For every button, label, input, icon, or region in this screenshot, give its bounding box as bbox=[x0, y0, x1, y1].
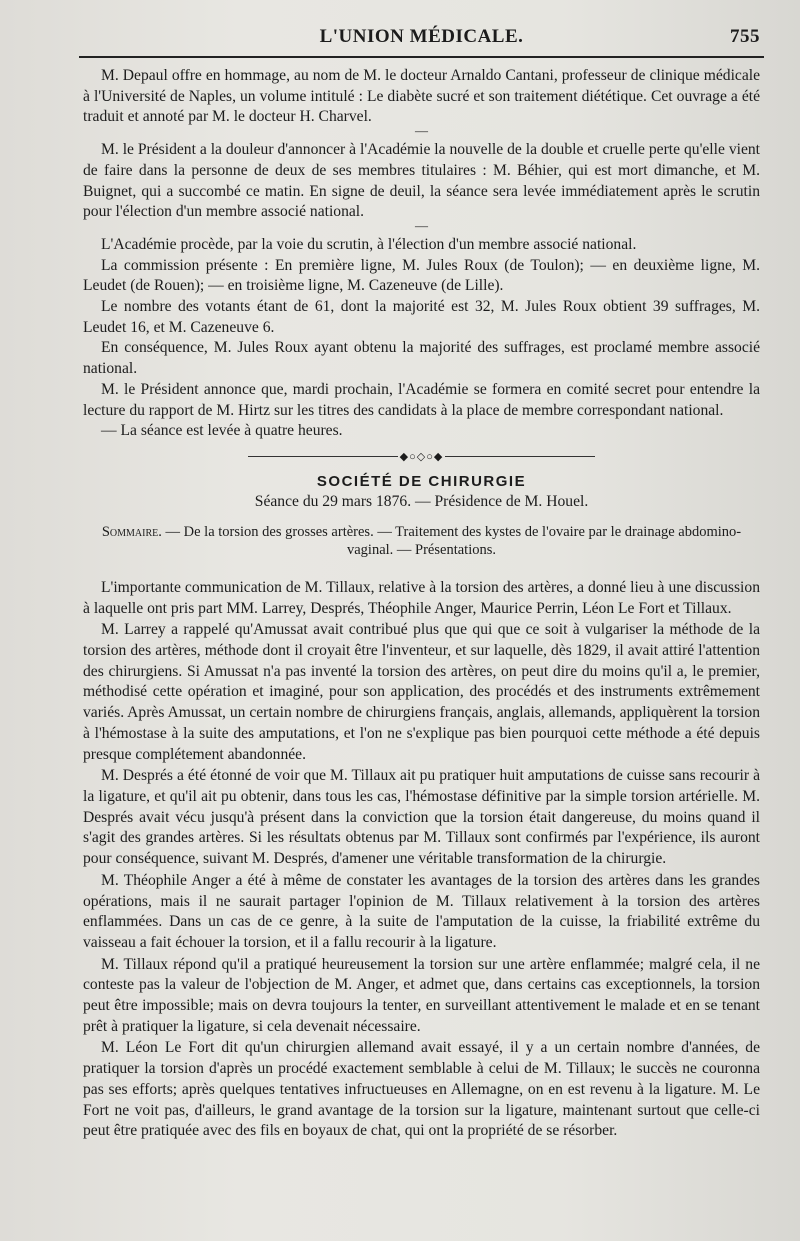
body-paragraph: L'importante communication de M. Tillaux, relative à la torsion des artères, a donné lieu à une discussion à laquelle ont pris part MM. Larrey, Després, Théophile Anger, Maurice Perrin, Léon Le Fort et Tillaux. bbox=[83, 578, 760, 617]
paragraph-secret-committee: M. le Président annonce que, mardi prochain, l'Académie se formera en comité secret pour entendre la lecture du rapport de M. Hirtz sur les titres des candidats à la place de membre correspondant national. bbox=[83, 380, 760, 419]
body-paragraph: M. Tillaux répond qu'il a pratiqué heureusement la torsion sur une artère enflammée; malgré cela, il ne conteste pas la valeur de l'objection de M. Anger, et admet que, dans certains cas exceptionnels, la torsion peut être impossible; mais on devra toujours la tenter, en surveillant attentivement le malade et en se tenant prêt à pratiquer la ligature, si cela devenait nécessaire. bbox=[83, 955, 760, 1035]
paragraph-session-closed: — La séance est levée à quatre heures. bbox=[101, 422, 343, 440]
session-line: Séance du 29 mars 1876. — Présidence de M. Houel. bbox=[254, 492, 589, 510]
paragraph-votes: Le nombre des votants étant de 61, dont la majorité est 32, M. Jules Roux obtient 39 suffrages, M. Leudet 16, et M. Cazeneuve 6. bbox=[83, 298, 760, 336]
summary-text: — De la torsion des grosses artères. — Traitement des kystes de l'ovaire par le drainage abdomino-vaginal. — Présentations. bbox=[165, 523, 742, 559]
article-body bbox=[83, 578, 760, 1142]
dash-separator: — bbox=[415, 217, 428, 233]
body-paragraph: M. Léon Le Fort dit qu'un chirurgien allemand avait essayé, il y a un certain nombre d'années, de pratiquer la torsion d'après un procédé exactement semblable à celui de M. Tillaux; le succès ne couronna pas ses efforts; après quelques tentatives infructueuses en Allemagne, on en est revenu à la ligature. M. Le Fort ne voit pas, d'ailleurs, le grand avantage de la torsion sur la ligature, maintenant surtout que celle-ci peut être pratiquée avec des fils en boyaux de chat, qui ont la propriété de se résorber. bbox=[83, 1039, 760, 1140]
ornamental-divider: ◆○◇○◆ bbox=[83, 450, 760, 463]
paragraph-proclamation: En conséquence, M. Jules Roux ayant obtenu la majorité des suffrages, est proclamé membre associé national. bbox=[83, 339, 760, 378]
body-paragraph: M. Després a été étonné de voir que M. Tillaux ait pu pratiquer huit amputations de cuisse sans recourir à la ligature, et qu'il ait pu obtenir, dans tous les cas, l'hémostase définitive par la simple torsion artérielle. M. Després avait vécu jusqu'à présent dans la conviction que la torsion était dangereuse, du moins quand il s'agit des grandes artères. Si les résultats obtenus par M. Tillaux sont confirmés par l'expérience, ils auront pour conséquence, suivant M. Després, d'amener une véritable transformation de la chirurgie. bbox=[83, 767, 760, 868]
section-title: SOCIÉTÉ DE CHIRURGIE bbox=[316, 472, 527, 490]
paragraph-commission: La commission présente : En première ligne, M. Jules Roux (de Toulon); — en deuxième ligne, M. Leudet (de Rouen); — en troisième ligne, M. Cazeneuve (de Lille). bbox=[83, 256, 760, 295]
dash-separator: — bbox=[415, 123, 428, 139]
running-head bbox=[83, 22, 760, 50]
body-paragraph: M. Théophile Anger a été à même de constater les avantages de la torsion des artères dans les grandes opérations, mais il ne saurait partager l'opinion de M. Tillaux relativement à la torsion des artères enflammées. Dans un cas de ce genre, à la suite de l'amputation de la cuisse, la friabilité extrême du vaisseau a fait échouer la torsion, et il a fallu recourir à la ligature. bbox=[83, 871, 760, 951]
header-rule bbox=[79, 56, 764, 58]
page-number: 755 bbox=[730, 26, 760, 47]
journal-title: L'UNION MÉDICALE. bbox=[319, 26, 524, 47]
paragraph-president-announcement: M. le Président a la douleur d'annoncer à l'Académie la nouvelle de la double et cruelle perte qu'elle vient de faire dans la personne de deux de ses membres titulaires : M. Béhier, qui est mort dimanche, et M. Buignet, qui a succombé ce matin. En signe de deuil, la séance sera levée immédiatement après le scrutin pour l'élection d'un membre associé national. bbox=[83, 141, 760, 221]
paragraph-election: L'Académie procède, par la voie du scrutin, à l'élection d'un membre associé national. bbox=[101, 235, 637, 253]
summary bbox=[83, 523, 760, 560]
summary-lead: Sommaire. bbox=[101, 523, 162, 540]
paragraph-depaul: M. Depaul offre en hommage, au nom de M. le docteur Arnaldo Cantani, professeur de clinique médicale à l'Université de Naples, un volume intitulé : Le diabète sucré et son traitement diététique. Cet ouvrage a été traduit et annoté par M. le docteur H. Charvel. bbox=[83, 67, 760, 126]
body-paragraph: M. Larrey a rappelé qu'Amussat avait contribué plus que qui que ce soit à vulgariser la méthode de la torsion des artères, méthode dont il croyait être l'inventeur, et sur laquelle, dès 1829, il avait attiré l'attention des chirurgiens. Si Amussat n'a pas inventé la torsion des artères, on peut dire du moins qu'il a, le premier, méthodisé cette opération et imaginé, pour son application, des procédés et des instruments extrêmement variés. Après Amussat, un certain nombre de chirurgiens français, anglais, allemands, appliquèrent la torsion à l'hémostase à la suite des amputations, et l'on ne s'explique pas bien pourquoi cette méthode a été depuis presque complétement abandonnée. bbox=[83, 621, 760, 763]
